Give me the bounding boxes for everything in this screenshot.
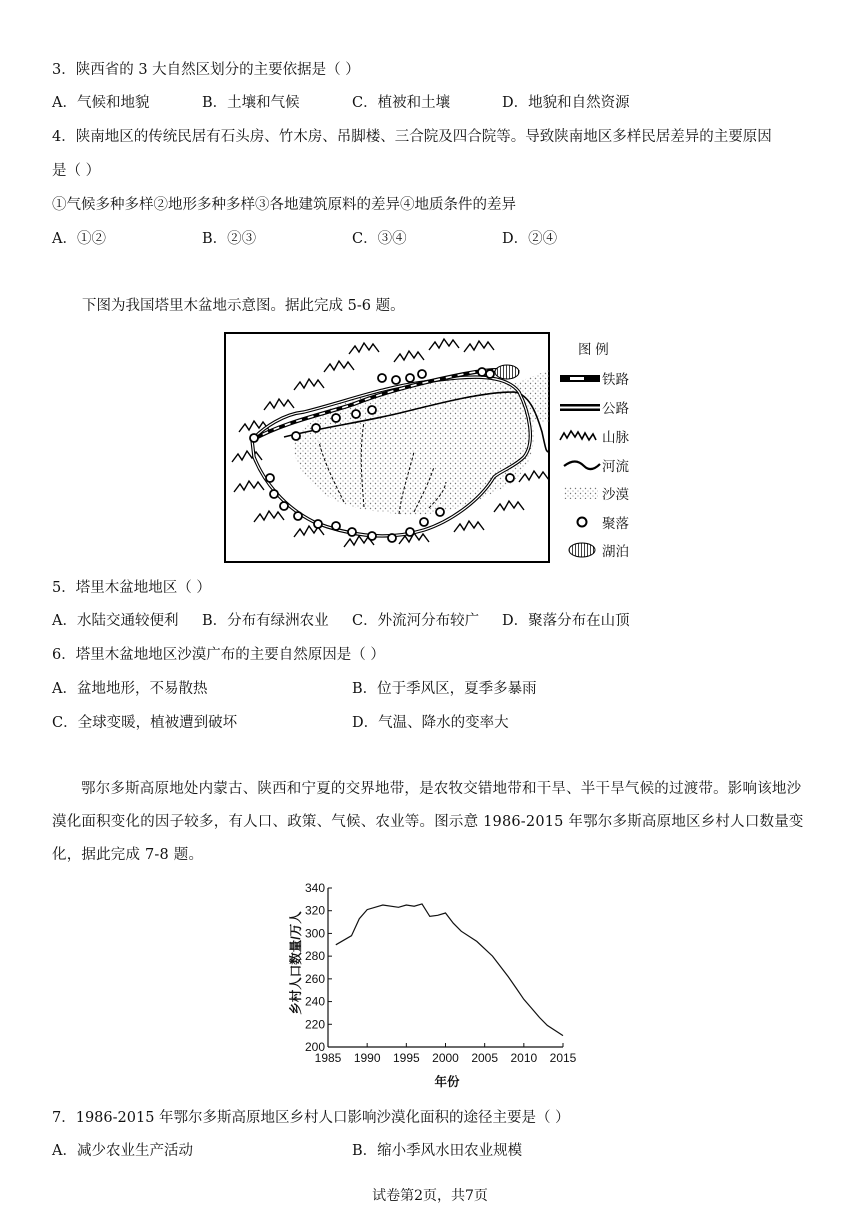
x-tick-label: 2015 <box>549 1051 577 1065</box>
rural-population-line <box>336 904 563 1036</box>
legend-settlement: 聚落 <box>602 516 629 531</box>
intro-5-6: 下图为我国塔里木盆地示意图。据此完成 5-6 题。 <box>82 298 405 314</box>
rural-population-chart <box>280 878 580 1093</box>
x-tick-label: 2010 <box>510 1051 538 1065</box>
q3-option-a: A．气候和地貌 <box>52 95 150 111</box>
legend-mountain: 山脉 <box>602 430 629 445</box>
q3-option-d: D．地貌和自然资源 <box>502 95 630 111</box>
q6-option-a: A．盆地地形，不易散热 <box>52 681 208 697</box>
q5-option-d: D．聚落分布在山顶 <box>502 613 630 629</box>
q4-choices: ①气候多种多样②地形多种多样③各地建筑原料的差异④地质条件的差异 <box>52 197 516 213</box>
legend-lake: 湖泊 <box>602 544 629 559</box>
q6-option-c: C．全球变暖，植被遭到破坏 <box>52 715 238 731</box>
q5-option-c: C．外流河分布较广 <box>352 613 480 629</box>
y-tick-label: 280 <box>304 949 325 964</box>
chart-ticks <box>305 881 577 1065</box>
q5-option-a: A．水陆交通较便利 <box>52 613 179 629</box>
legend-desert: 沙漠 <box>602 487 629 502</box>
q4-option-c: C．③④ <box>352 231 407 247</box>
legend-railway: 铁路 <box>602 372 629 387</box>
legend-river: 河流 <box>602 459 629 474</box>
q4-stem-line2: 是（ ） <box>52 163 101 179</box>
legend-highway: 公路 <box>602 401 629 416</box>
chart-ylabel: 乡村人口数量/万人 <box>289 911 303 1015</box>
x-tick-label: 1985 <box>314 1051 342 1065</box>
q3-option-b: B．土壤和气候 <box>202 95 300 111</box>
intro-7-8: 鄂尔多斯高原地处内蒙古、陕西和宁夏的交界地带，是农牧交错地带和干旱、半干旱气候的过渡带。影响该地沙漠化面积变化的因子较多，有人口、政策、气候、农业等。图示意 1986-2015 年鄂尔多斯高原地区乡村人口数量变化，据此完成 7-8 题。 <box>52 781 804 863</box>
map-area <box>225 333 549 562</box>
q7-option-a: A．减少农业生产活动 <box>52 1143 193 1159</box>
y-tick-label: 200 <box>304 1040 325 1054</box>
y-tick-label: 240 <box>304 994 325 1009</box>
y-tick-label: 340 <box>304 881 325 895</box>
x-tick-label: 1990 <box>353 1051 381 1065</box>
x-tick-label: 1995 <box>392 1051 420 1065</box>
q3-stem: 3．陕西省的 3 大自然区划分的主要依据是（ ） <box>52 62 360 78</box>
y-tick-label: 260 <box>304 971 325 986</box>
q4-option-b: B．②③ <box>202 231 257 247</box>
lake <box>495 365 519 379</box>
q4-stem-line1: 4．陕南地区的传统民居有石头房、竹木房、吊脚楼、三合院及四合院等。导致陕南地区多样民居差异的主要原因 <box>52 129 772 145</box>
q6-stem: 6．塔里木盆地地区沙漠广布的主要自然原因是（ ） <box>52 647 385 663</box>
tarim-basin-map <box>224 332 638 564</box>
x-tick-label: 2000 <box>432 1051 459 1065</box>
y-tick-label: 320 <box>304 903 325 918</box>
q7-stem: 7．1986-2015 年鄂尔多斯高原地区乡村人口影响沙漠化面积的途径主要是（ ） <box>52 1110 570 1126</box>
q3-option-c: C．植被和土壤 <box>352 95 451 111</box>
chart-xlabel: 年份 <box>434 1075 460 1089</box>
q5-stem: 5．塔里木盆地地区（ ） <box>52 580 211 596</box>
y-tick-label: 300 <box>304 926 325 941</box>
chart-axes <box>328 888 563 1047</box>
q6-option-b: B．位于季风区，夏季多暴雨 <box>352 681 537 697</box>
x-tick-label: 2005 <box>471 1051 499 1065</box>
q4-option-d: D．②④ <box>502 231 558 247</box>
q7-option-b: B．缩小季风水田农业规模 <box>352 1143 523 1159</box>
q4-option-a: A．①② <box>52 231 106 247</box>
y-tick-label: 220 <box>304 1017 325 1032</box>
map-legend <box>560 342 630 559</box>
page-footer: 试卷第2页，共7页 <box>372 1188 488 1204</box>
legend-title: 图 例 <box>578 342 609 357</box>
q5-option-b: B．分布有绿洲农业 <box>202 613 329 629</box>
q6-option-d: D．气温、降水的变率大 <box>352 715 509 731</box>
